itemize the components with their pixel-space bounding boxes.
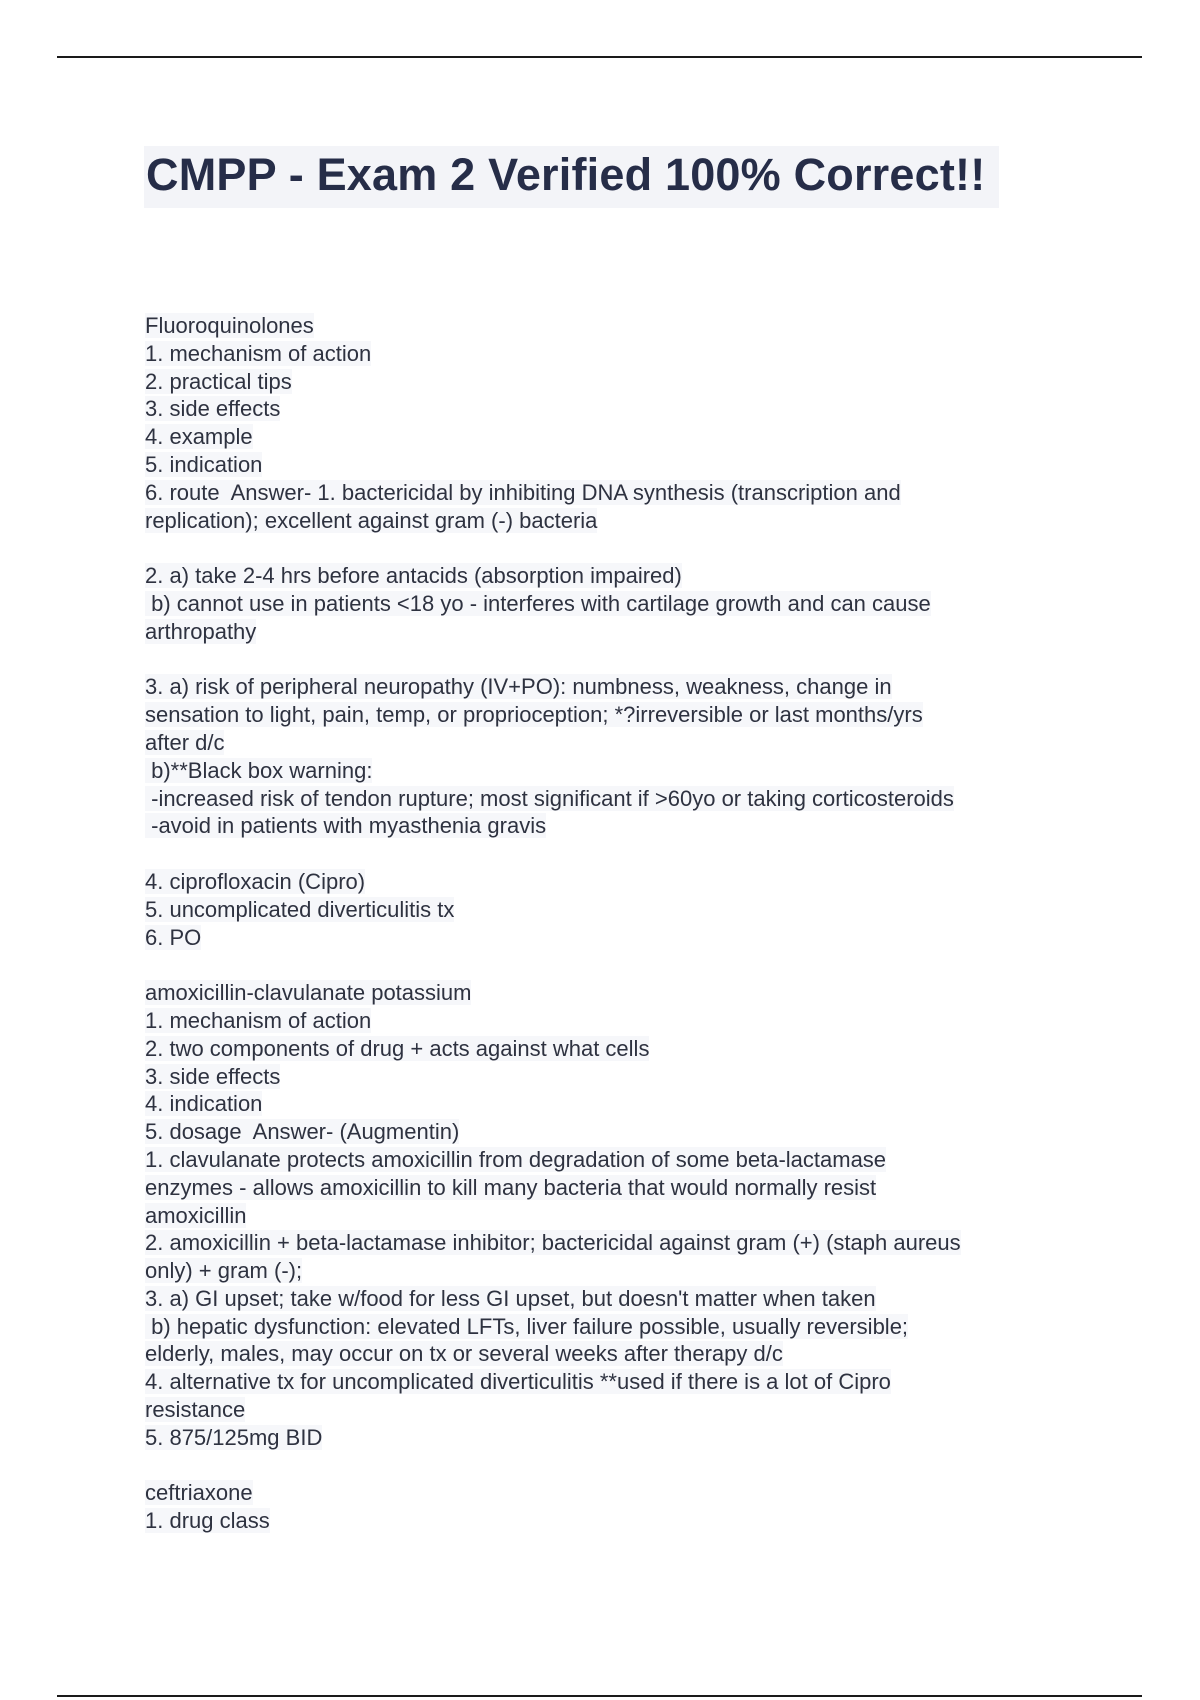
text-line — [145, 673, 1145, 701]
text-line — [145, 1424, 1145, 1452]
text-line — [145, 507, 1145, 535]
text-line-content: 1. mechanism of action — [145, 340, 372, 366]
text-line — [145, 979, 1145, 1007]
text-line — [145, 451, 1145, 479]
text-line-content: 4. alternative tx for uncomplicated diverticulitis **used if there is a lot of Cipro — [145, 1369, 891, 1395]
text-line — [145, 1257, 1145, 1285]
text-line — [145, 1313, 1145, 1341]
text-line-content: 1. mechanism of action — [145, 1007, 372, 1033]
text-line — [145, 1146, 1145, 1174]
text-block — [145, 562, 1145, 645]
text-line-content: 5. indication — [145, 451, 263, 477]
text-line-content: 5. uncomplicated diverticulitis tx — [145, 896, 455, 922]
text-line-content: 2. amoxicillin + beta-lactamase inhibitor; bactericidal against gram (+) (staph aureus — [145, 1230, 961, 1256]
text-line-content: amoxicillin-clavulanate potassium — [145, 980, 472, 1006]
text-line — [145, 812, 1145, 840]
text-line — [145, 896, 1145, 924]
text-line-content: 4. indication — [145, 1091, 263, 1117]
text-line-content: 3. side effects — [145, 396, 281, 422]
text-line-content: 6. route Answer- 1. bactericidal by inhibiting DNA synthesis (transcription and — [145, 479, 901, 505]
text-line-content: resistance — [145, 1397, 246, 1423]
text-line — [145, 868, 1145, 896]
bottom-rule — [57, 1695, 1142, 1697]
text-line — [145, 1090, 1145, 1118]
text-line — [145, 729, 1145, 757]
text-line-content: 4. example — [145, 424, 253, 450]
text-line-content: sensation to light, pain, temp, or proprioception; *?irreversible or last months/yrs — [145, 702, 923, 728]
text-line-content: replication); excellent against gram (-) bacteria — [145, 507, 598, 533]
text-line-content: b)**Black box warning: — [145, 757, 373, 783]
text-line-content: 4. ciprofloxacin (Cipro) — [145, 868, 366, 894]
text-line-content: ceftriaxone — [145, 1480, 253, 1506]
text-line — [145, 590, 1145, 618]
text-line — [145, 924, 1145, 952]
text-line-content: 3. a) GI upset; take w/food for less GI upset, but doesn't matter when taken — [145, 1285, 876, 1311]
text-line-content: 2. a) take 2-4 hrs before antacids (absorption impaired) — [145, 563, 682, 589]
text-line-content: 1. drug class — [145, 1508, 270, 1534]
text-line-content: after d/c — [145, 729, 225, 755]
text-block — [145, 868, 1145, 951]
text-line-content: arthropathy — [145, 618, 257, 644]
text-line — [145, 785, 1145, 813]
text-line-content: 3. a) risk of peripheral neuropathy (IV+PO): numbness, weakness, change in — [145, 674, 892, 700]
text-line-content: -increased risk of tendon rupture; most significant if >60yo or taking corticosteroids — [145, 785, 954, 811]
text-line — [145, 479, 1145, 507]
text-line — [145, 1368, 1145, 1396]
text-line-content: amoxicillin — [145, 1202, 247, 1228]
text-line — [145, 1507, 1145, 1535]
text-line — [145, 340, 1145, 368]
text-line — [145, 1202, 1145, 1230]
text-line — [145, 1285, 1145, 1313]
text-line — [145, 1229, 1145, 1257]
document-body — [145, 312, 1145, 1563]
text-line — [145, 1035, 1145, 1063]
text-line-content: 3. side effects — [145, 1063, 281, 1089]
top-rule — [57, 56, 1142, 58]
text-line-content: b) hepatic dysfunction: elevated LFTs, liver failure possible, usually reversible; — [145, 1313, 909, 1339]
text-line — [145, 562, 1145, 590]
text-line-content: 2. practical tips — [145, 368, 292, 394]
text-line — [145, 312, 1145, 340]
text-line — [145, 1007, 1145, 1035]
text-line-content: 1. clavulanate protects amoxicillin from degradation of some beta-lactamase — [145, 1146, 887, 1172]
text-line — [145, 1396, 1145, 1424]
text-block — [145, 979, 1145, 1452]
text-line-content: Fluoroquinolones — [145, 313, 314, 338]
text-line-content: elderly, males, may occur on tx or several weeks after therapy d/c — [145, 1341, 783, 1367]
text-line-content: b) cannot use in patients <18 yo - interferes with cartilage growth and can cause — [145, 590, 931, 616]
text-line — [145, 368, 1145, 396]
text-line — [145, 757, 1145, 785]
text-line-content: 5. dosage Answer- (Augmentin) — [145, 1119, 460, 1145]
text-block — [145, 1479, 1145, 1535]
text-line — [145, 1174, 1145, 1202]
text-line — [145, 1118, 1145, 1146]
text-line — [145, 618, 1145, 646]
text-block — [145, 312, 1145, 534]
text-line-content: only) + gram (-); — [145, 1258, 303, 1284]
text-block — [145, 673, 1145, 840]
text-line-content: enzymes - allows amoxicillin to kill many bacteria that would normally resist — [145, 1174, 877, 1200]
page-title: CMPP - Exam 2 Verified 100% Correct!! — [144, 146, 999, 208]
text-line — [145, 395, 1145, 423]
text-line — [145, 1063, 1145, 1091]
text-line-content: 5. 875/125mg BID — [145, 1424, 323, 1450]
text-line — [145, 423, 1145, 451]
text-line — [145, 1479, 1145, 1507]
text-line-content: 6. PO — [145, 924, 202, 950]
text-line — [145, 1340, 1145, 1368]
text-line — [145, 701, 1145, 729]
text-line-content: -avoid in patients with myasthenia gravis — [145, 813, 547, 839]
text-line-content: 2. two components of drug + acts against what cells — [145, 1035, 650, 1061]
